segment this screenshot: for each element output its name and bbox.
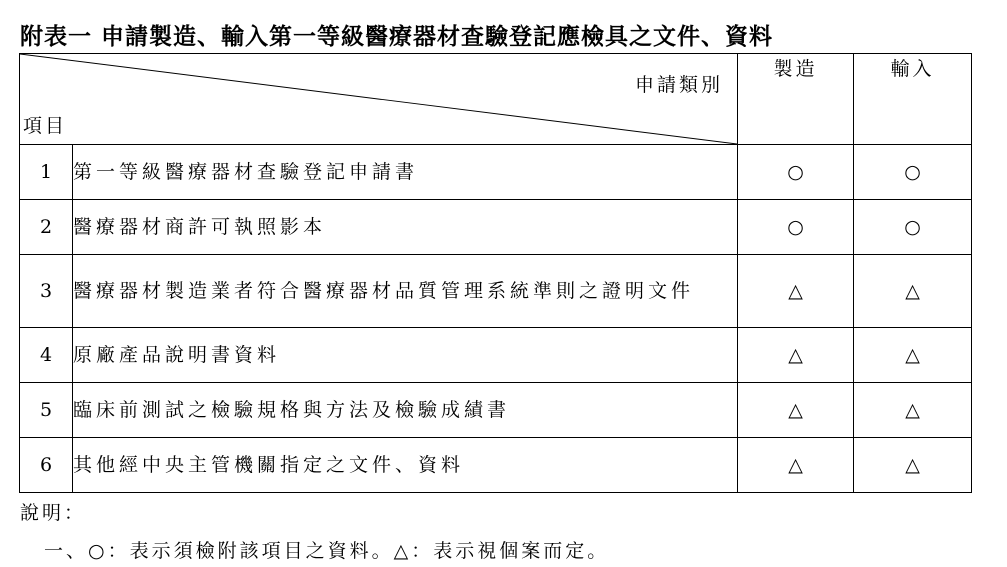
table-row [20,438,972,493]
import-mark: △ [854,383,972,438]
row-number: 1 [20,145,73,200]
requirements-table [19,53,972,493]
document-title: 附表一 申請製造、輸入第一等級醫療器材查驗登記應檢具之文件、資料 [20,24,774,50]
table-header-row [20,54,972,145]
manufacture-mark: ○ [738,200,854,255]
column-header-import: 輸入 [854,54,972,145]
row-number: 3 [20,255,73,328]
item-label: 項目 [23,115,68,137]
table-row [20,328,972,383]
row-description: 第一等級醫療器材查驗登記申請書 [73,145,738,200]
manufacture-mark: △ [738,255,854,328]
notes-label: 說明： [20,502,87,524]
manufacture-mark: △ [738,328,854,383]
row-description: 醫療器材製造業者符合醫療器材品質管理系統準則之證明文件 [73,255,738,328]
import-mark: △ [854,255,972,328]
table-row [20,200,972,255]
row-number: 2 [20,200,73,255]
table-row [20,145,972,200]
notes-line: 一、○：表示須檢附該項目之資料。△：表示視個案而定。 [44,540,610,562]
manufacture-mark: ○ [738,145,854,200]
row-number: 5 [20,383,73,438]
category-label: 申請類別 [634,74,723,96]
import-mark: ○ [854,145,972,200]
diagonal-line [20,54,737,144]
table-row [20,383,972,438]
diagonal-header-cell [20,54,738,145]
row-description: 臨床前測試之檢驗規格與方法及檢驗成績書 [73,383,738,438]
manufacture-mark: △ [738,383,854,438]
row-number: 4 [20,328,73,383]
row-description: 原廠產品說明書資料 [73,328,738,383]
row-number: 6 [20,438,73,493]
manufacture-mark: △ [738,438,854,493]
import-mark: ○ [854,200,972,255]
table-row [20,255,972,328]
import-mark: △ [854,328,972,383]
row-description: 醫療器材商許可執照影本 [73,200,738,255]
column-header-manufacture: 製造 [738,54,854,145]
row-description: 其他經中央主管機關指定之文件、資料 [73,438,738,493]
import-mark: △ [854,438,972,493]
